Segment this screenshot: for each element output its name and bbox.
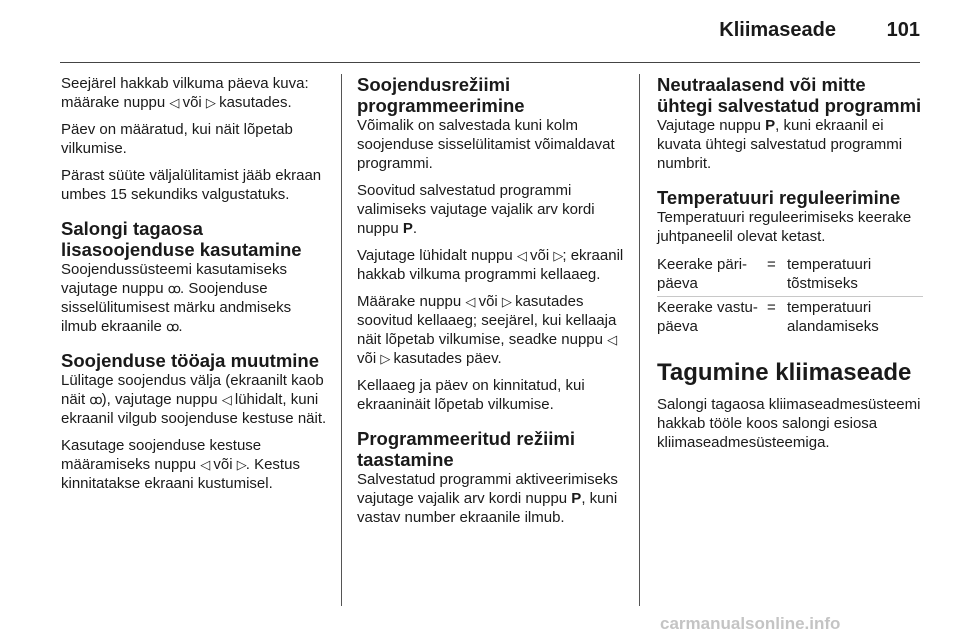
right-arrow-icon: ▷	[205, 95, 215, 110]
section-heading: Salongi tagaosa lisasoojenduse kasutamine	[61, 218, 302, 260]
right-arrow-icon: ▷	[380, 351, 390, 366]
paragraph: Vajutage nuppu P, kuni ekraanil ei kuvata ühtegi salvestatud programmi numbrit.	[657, 117, 903, 172]
paragraph: Määrake nuppu ◁ või ▷ kasutades soovitud kellaaeg; seejärel, kui kellaaja näit lõpetab vilkumise, seadke nuppu ◁ või ▷ kasutades päev.	[357, 293, 617, 367]
right-arrow-icon: ▷	[553, 248, 563, 263]
section-heading: Neutraalasend või mitte ühtegi salvestatud programmi	[657, 74, 922, 116]
left-arrow-icon: ◁	[516, 248, 526, 263]
left-arrow-icon: ◁	[221, 392, 231, 407]
heater-icon: ꝏ	[166, 319, 179, 334]
column-3	[657, 74, 923, 460]
paragraph: Salongi tagaosa kliimaseadmesüsteemi hakkab tööle koos salongi esiosa kliimaseadmesüsteemiga.	[657, 396, 921, 451]
p-button-label: P	[765, 117, 776, 134]
paragraph: Seejärel hakkab vilkuma päeva kuva: määrake nuppu ◁ või ▷ kasutades.	[61, 75, 309, 111]
paragraph: Soojendussüsteemi kasutamiseks vajutage nuppu ꝏ. Soojenduse sisselülitumisest märku andmiseks ilmub ekraanile ꝏ.	[61, 261, 292, 335]
p-button-label: P	[402, 220, 413, 237]
table-row	[657, 296, 923, 339]
chapter-heading: Tagumine kliimaseade	[657, 359, 912, 386]
left-arrow-icon: ◁	[200, 457, 210, 472]
page-number: 101	[886, 19, 920, 41]
left-arrow-icon: ◁	[607, 332, 617, 347]
section-heading: Temperatuuri reguleerimine	[657, 187, 901, 208]
section-heading: Soojendusrežiimi programmeerimine	[357, 74, 525, 116]
column-1	[61, 74, 327, 501]
table-cell-key: Keerake vastu-päeva	[657, 299, 758, 335]
section-title: Kliimaseade	[719, 19, 836, 41]
table-cell-key: Keerake päri-päeva	[657, 256, 748, 292]
paragraph: Võimalik on salvestada kuni kolm soojenduse sisselülitamist võimaldavat programmi.	[357, 117, 615, 172]
paragraph: Kasutage soojenduse kestuse määramiseks nuppu ◁ või ▷. Kestus kinnitatakse ekraani kustumisel.	[61, 437, 300, 492]
table-row	[657, 254, 923, 296]
table-cell-eq: =	[767, 299, 776, 316]
paragraph: Vajutage lühidalt nuppu ◁ või ▷; ekraanil hakkab vilkuma programmi kellaaeg.	[357, 247, 624, 283]
paragraph: Pärast süüte väljalülitamist jääb ekraan umbes 15 sekundiks valgustatuks.	[61, 167, 322, 203]
table-cell-value: temperatuuri tõstmiseks	[787, 256, 872, 292]
table-cell-eq: =	[767, 256, 776, 273]
heater-icon: ꝏ	[167, 281, 181, 296]
right-arrow-icon: ▷	[236, 457, 246, 472]
left-arrow-icon: ◁	[465, 294, 475, 309]
watermark: carmanualsonline.info	[660, 614, 841, 633]
paragraph: Soovitud salvestatud programmi valimiseks vajutage vajalik arv kordi nuppu P.	[357, 182, 595, 237]
page-header	[60, 0, 920, 63]
paragraph: Kellaaeg ja päev on kinnitatud, kui ekraaninäit lõpetab vilkumise.	[357, 377, 585, 413]
right-arrow-icon: ▷	[501, 294, 511, 309]
paragraph: Lülitage soojendus välja (ekraanilt kaob näit ꝏ), vajutage nuppu ◁ lühidalt, kuni ekraanil vilgub soojenduse kestuse näit.	[61, 372, 327, 427]
rotation-table	[657, 254, 923, 339]
heater-icon: ꝏ	[89, 392, 102, 407]
column-divider	[341, 74, 342, 606]
section-heading: Soojenduse tööaja muutmine	[61, 350, 319, 371]
column-2	[357, 74, 625, 535]
paragraph: Salvestatud programmi aktiveerimiseks vajutage vajalik arv kordi nuppu P, kuni vastav number ekraanile ilmub.	[357, 471, 618, 526]
table-cell-value: temperatuuri alandamiseks	[787, 299, 879, 335]
left-arrow-icon: ◁	[169, 95, 179, 110]
p-button-label: P	[571, 490, 582, 507]
paragraph: Päev on määratud, kui näit lõpetab vilkumise.	[61, 121, 293, 157]
column-divider	[639, 74, 640, 606]
section-heading: Programmeeritud režiimi taastamine	[357, 428, 575, 470]
paragraph: Temperatuuri reguleerimiseks keerake juhtpaneelil olevat ketast.	[657, 209, 912, 245]
